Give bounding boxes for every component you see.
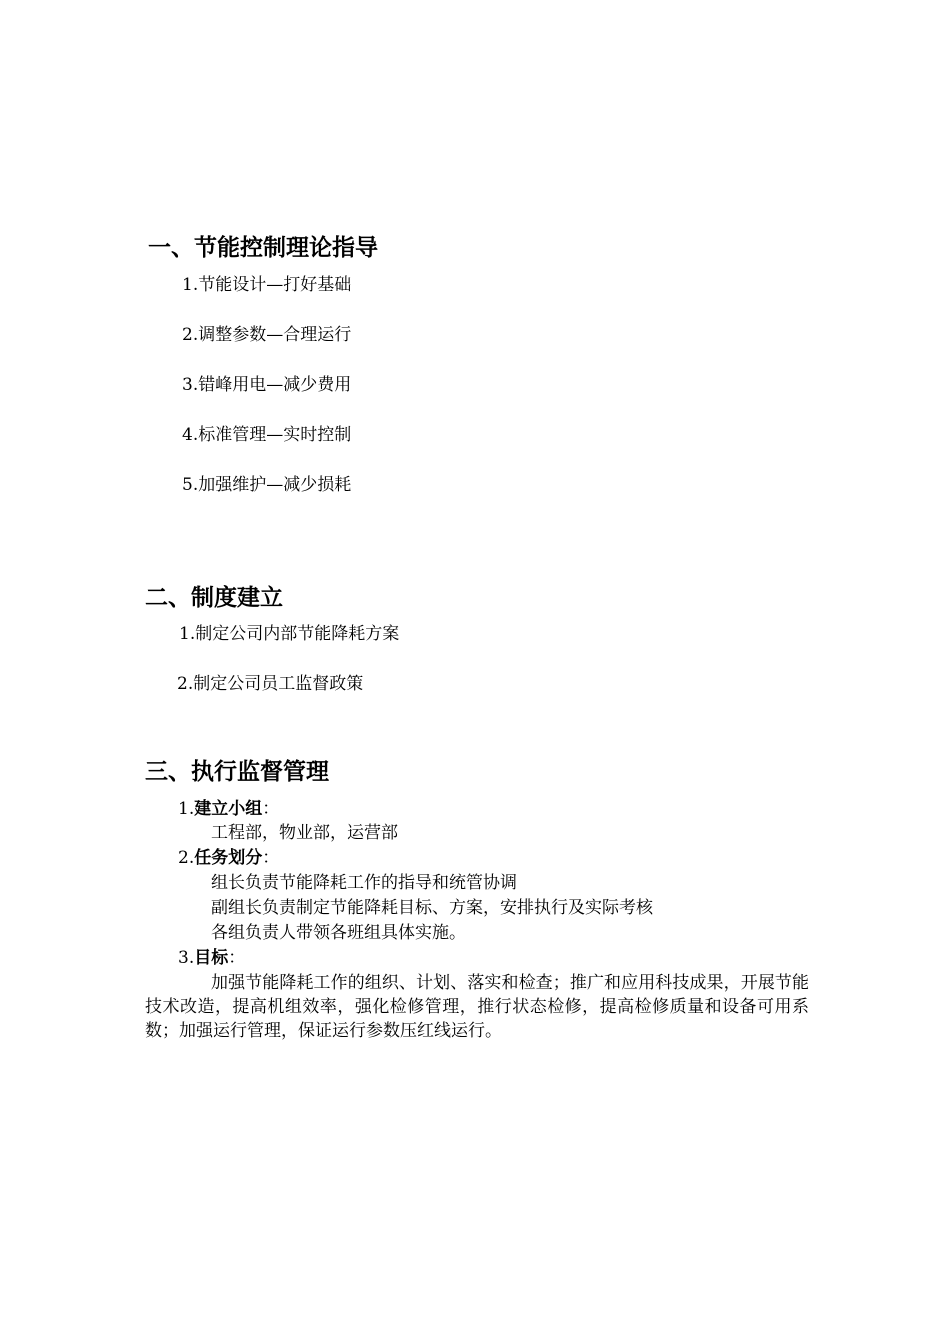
subsection-line: 工程部，物业部，运营部 bbox=[211, 823, 398, 843]
subsection-line: 副组长负责制定节能降耗目标、方案，安排执行及实际考核 bbox=[211, 898, 653, 918]
subsection-number: 2. bbox=[178, 848, 195, 868]
list-item: 2.调整参数—合理运行 bbox=[182, 325, 352, 345]
list-item: 2.制定公司员工监督政策 bbox=[177, 674, 364, 694]
list-item: 1.节能设计—打好基础 bbox=[182, 275, 352, 295]
subsection-line: 各组负责人带领各班组具体实施。 bbox=[211, 923, 466, 943]
subsection-title-2 bbox=[178, 846, 279, 870]
list-item: 5.加强维护—减少损耗 bbox=[182, 475, 352, 495]
list-item: 4.标准管理—实时控制 bbox=[182, 425, 352, 445]
list-item: 3.错峰用电—减少费用 bbox=[182, 375, 352, 395]
list-item: 1.制定公司内部节能降耗方案 bbox=[179, 624, 400, 644]
section-heading-2: 二、制度建立 bbox=[145, 585, 283, 611]
subsection-line: 组长负责节能降耗工作的指导和统管协调 bbox=[211, 873, 517, 893]
subsection-number: 3. bbox=[178, 948, 195, 968]
subsection-colon: ： bbox=[262, 848, 280, 868]
subsection-label: 任务划分 bbox=[194, 848, 263, 868]
subsection-label: 目标 bbox=[194, 948, 229, 968]
subsection-colon: ： bbox=[228, 948, 246, 968]
subsection-label: 建立小组 bbox=[194, 799, 263, 819]
subsection-number: 1. bbox=[178, 799, 195, 819]
subsection-title-1 bbox=[178, 797, 279, 821]
goal-paragraph: 加强节能降耗工作的组织、计划、落实和检查；推广和应用科技成果，开展节能技术改造，提高机组效率，强化检修管理，推行状态检修，提高检修质量和设备可用系数；加强运行管理，保证运行参数压红线运行。 bbox=[145, 973, 809, 1041]
subsection-title-3 bbox=[178, 946, 245, 970]
section-heading-3: 三、执行监督管理 bbox=[145, 759, 329, 785]
subsection-colon: ： bbox=[262, 799, 280, 819]
section-heading-1: 一、节能控制理论指导 bbox=[148, 235, 378, 261]
